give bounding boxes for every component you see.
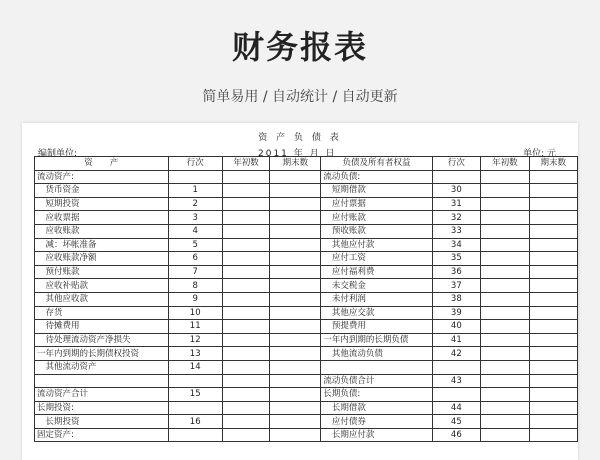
asset-name-cell: 存货 xyxy=(35,306,169,320)
liability-line-cell: 31 xyxy=(432,197,481,211)
asset-opening-cell xyxy=(222,320,269,334)
asset-opening-cell xyxy=(222,197,269,211)
liability-name-cell: 未付利润 xyxy=(321,292,432,306)
asset-closing-cell xyxy=(270,224,321,238)
liability-opening-cell xyxy=(481,184,529,198)
liability-line-cell: 34 xyxy=(432,238,481,252)
asset-opening-cell xyxy=(222,415,269,429)
asset-opening-cell xyxy=(222,252,269,266)
asset-name-cell: 应收账款净额 xyxy=(35,252,169,266)
liability-line-cell: 44 xyxy=(432,401,481,415)
table-row xyxy=(35,197,578,211)
asset-line-cell: 6 xyxy=(168,252,222,266)
liability-closing-cell xyxy=(529,415,577,429)
liability-opening-cell xyxy=(481,388,529,402)
liability-opening-cell xyxy=(481,320,529,334)
liability-opening-cell xyxy=(481,252,529,266)
asset-opening-cell xyxy=(222,292,269,306)
liability-name-cell: 未交税金 xyxy=(321,279,432,293)
table-row xyxy=(35,265,578,279)
col-header-closing-2: 期末数 xyxy=(529,157,577,171)
asset-closing-cell xyxy=(270,292,321,306)
liability-opening-cell xyxy=(481,333,529,347)
liability-opening-cell xyxy=(481,279,529,293)
liability-closing-cell xyxy=(529,197,577,211)
liability-closing-cell xyxy=(529,170,577,184)
liability-line-cell: 36 xyxy=(432,265,481,279)
asset-closing-cell xyxy=(270,347,321,361)
liability-name-cell: 预提费用 xyxy=(321,320,432,334)
liability-closing-cell xyxy=(529,306,577,320)
liability-opening-cell xyxy=(481,292,529,306)
asset-line-cell xyxy=(168,170,222,184)
table-row xyxy=(35,170,578,184)
asset-closing-cell xyxy=(270,333,321,347)
asset-name-cell: 一年内到期的长期债权投资 xyxy=(35,347,169,361)
unit-label: 单位: 元 xyxy=(523,149,556,159)
asset-line-cell: 10 xyxy=(168,306,222,320)
asset-line-cell: 5 xyxy=(168,238,222,252)
liability-name-cell: 其他应付款 xyxy=(321,238,432,252)
liability-name-cell: 长期借款 xyxy=(321,401,432,415)
table-header-row xyxy=(35,157,578,171)
table-row xyxy=(35,211,578,225)
liability-closing-cell xyxy=(529,252,577,266)
liability-line-cell: 42 xyxy=(432,347,481,361)
asset-name-cell: 长期投资: xyxy=(35,401,169,415)
table-row xyxy=(35,374,578,388)
table-row xyxy=(35,347,578,361)
asset-line-cell xyxy=(168,374,222,388)
asset-name-cell: 应收补贴款 xyxy=(35,279,169,293)
asset-line-cell: 12 xyxy=(168,333,222,347)
col-header-closing: 期末数 xyxy=(270,157,321,171)
col-header-line-no: 行次 xyxy=(168,157,222,171)
asset-opening-cell xyxy=(222,306,269,320)
liability-name-cell: 其他流动负债 xyxy=(321,347,432,361)
liability-line-cell: 38 xyxy=(432,292,481,306)
asset-opening-cell xyxy=(222,333,269,347)
asset-name-cell: 长期投资 xyxy=(35,415,169,429)
liability-line-cell xyxy=(432,360,481,374)
liability-closing-cell xyxy=(529,374,577,388)
liability-closing-cell xyxy=(529,224,577,238)
asset-line-cell: 16 xyxy=(168,415,222,429)
asset-name-cell xyxy=(35,374,169,388)
liability-opening-cell xyxy=(481,306,529,320)
liability-opening-cell xyxy=(481,401,529,415)
liability-line-cell: 41 xyxy=(432,333,481,347)
page-title: 财务报表 xyxy=(231,28,368,66)
asset-closing-cell xyxy=(270,320,321,334)
liability-line-cell: 35 xyxy=(432,252,481,266)
liability-name-cell: 预收账款 xyxy=(321,224,432,238)
col-header-line-no-2: 行次 xyxy=(432,157,481,171)
asset-name-cell: 其他应收款 xyxy=(35,292,169,306)
liability-line-cell: 45 xyxy=(432,415,481,429)
asset-opening-cell xyxy=(222,184,269,198)
asset-name-cell: 应收票据 xyxy=(35,211,169,225)
liability-name-cell: 应付账款 xyxy=(321,211,432,225)
col-header-liabilities: 负债及所有者权益 xyxy=(321,157,432,171)
sheet-title: 资 产 负 债 表 xyxy=(258,133,342,143)
asset-opening-cell xyxy=(222,401,269,415)
asset-opening-cell xyxy=(222,428,269,442)
asset-opening-cell xyxy=(222,279,269,293)
liability-line-cell xyxy=(432,388,481,402)
table-row xyxy=(35,415,578,429)
table-row xyxy=(35,428,578,442)
asset-name-cell: 其他流动资产 xyxy=(35,360,169,374)
liability-line-cell: 40 xyxy=(432,320,481,334)
liability-name-cell: 一年内到期的长期负债 xyxy=(321,333,432,347)
asset-name-cell: 减：坏帐准备 xyxy=(35,238,169,252)
asset-opening-cell xyxy=(222,388,269,402)
liability-name-cell: 流动负债: xyxy=(321,170,432,184)
liability-line-cell: 30 xyxy=(432,184,481,198)
liability-closing-cell xyxy=(529,320,577,334)
asset-closing-cell xyxy=(270,238,321,252)
liability-line-cell: 33 xyxy=(432,224,481,238)
asset-line-cell: 1 xyxy=(168,184,222,198)
liability-name-cell: 应付福利费 xyxy=(321,265,432,279)
date-label: 2011 年 月 日 xyxy=(258,149,337,159)
page-subtitle: 简单易用 / 自动统计 / 自动更新 xyxy=(202,89,398,105)
asset-line-cell: 9 xyxy=(168,292,222,306)
asset-line-cell: 13 xyxy=(168,347,222,361)
liability-opening-cell xyxy=(481,415,529,429)
liability-opening-cell xyxy=(481,211,529,225)
liability-line-cell: 32 xyxy=(432,211,481,225)
asset-opening-cell xyxy=(222,374,269,388)
asset-line-cell xyxy=(168,428,222,442)
liability-name-cell: 长期负债: xyxy=(321,388,432,402)
liability-name-cell xyxy=(321,360,432,374)
liability-line-cell: 46 xyxy=(432,428,481,442)
asset-name-cell: 货币资金 xyxy=(35,184,169,198)
liability-name-cell: 短期借款 xyxy=(321,184,432,198)
asset-name-cell: 待处理流动资产净损失 xyxy=(35,333,169,347)
liability-closing-cell xyxy=(529,428,577,442)
asset-line-cell: 11 xyxy=(168,320,222,334)
liability-opening-cell xyxy=(481,265,529,279)
balance-sheet xyxy=(22,123,578,460)
asset-closing-cell xyxy=(270,265,321,279)
asset-closing-cell xyxy=(270,374,321,388)
table-row xyxy=(35,292,578,306)
liability-line-cell: 37 xyxy=(432,279,481,293)
col-header-opening: 年初数 xyxy=(222,157,269,171)
table-row xyxy=(35,252,578,266)
liability-opening-cell xyxy=(481,224,529,238)
liability-opening-cell xyxy=(481,360,529,374)
liability-closing-cell xyxy=(529,360,577,374)
balance-sheet-table xyxy=(34,156,578,442)
asset-opening-cell xyxy=(222,224,269,238)
liability-name-cell: 长期应付款 xyxy=(321,428,432,442)
asset-name-cell: 待摊费用 xyxy=(35,320,169,334)
asset-closing-cell xyxy=(270,306,321,320)
col-header-opening-2: 年初数 xyxy=(481,157,529,171)
table-row xyxy=(35,333,578,347)
liability-name-cell: 应付债券 xyxy=(321,415,432,429)
asset-line-cell: 7 xyxy=(168,265,222,279)
asset-name-cell: 流动资产: xyxy=(35,170,169,184)
asset-closing-cell xyxy=(270,360,321,374)
asset-opening-cell xyxy=(222,265,269,279)
liability-closing-cell xyxy=(529,401,577,415)
asset-closing-cell xyxy=(270,428,321,442)
table-row xyxy=(35,320,578,334)
asset-line-cell: 14 xyxy=(168,360,222,374)
asset-line-cell: 2 xyxy=(168,197,222,211)
liability-opening-cell xyxy=(481,238,529,252)
table-row xyxy=(35,401,578,415)
table-row xyxy=(35,238,578,252)
asset-opening-cell xyxy=(222,347,269,361)
liability-opening-cell xyxy=(481,374,529,388)
asset-opening-cell xyxy=(222,170,269,184)
liability-name-cell: 流动负债合计 xyxy=(321,374,432,388)
liability-closing-cell xyxy=(529,238,577,252)
asset-name-cell: 固定资产: xyxy=(35,428,169,442)
table-row xyxy=(35,360,578,374)
liability-closing-cell xyxy=(529,292,577,306)
liability-opening-cell xyxy=(481,170,529,184)
asset-closing-cell xyxy=(270,170,321,184)
liability-opening-cell xyxy=(481,197,529,211)
asset-line-cell: 3 xyxy=(168,211,222,225)
asset-opening-cell xyxy=(222,360,269,374)
liability-line-cell xyxy=(432,170,481,184)
liability-opening-cell xyxy=(481,428,529,442)
liability-closing-cell xyxy=(529,388,577,402)
table-row xyxy=(35,306,578,320)
asset-line-cell: 8 xyxy=(168,279,222,293)
liability-opening-cell xyxy=(481,347,529,361)
asset-closing-cell xyxy=(270,401,321,415)
liability-closing-cell xyxy=(529,347,577,361)
table-row xyxy=(35,388,578,402)
liability-line-cell: 39 xyxy=(432,306,481,320)
liability-closing-cell xyxy=(529,211,577,225)
asset-closing-cell xyxy=(270,197,321,211)
liability-name-cell: 应付工资 xyxy=(321,252,432,266)
liability-line-cell: 43 xyxy=(432,374,481,388)
table-row xyxy=(35,279,578,293)
liability-name-cell: 应付票据 xyxy=(321,197,432,211)
asset-closing-cell xyxy=(270,184,321,198)
asset-opening-cell xyxy=(222,211,269,225)
liability-closing-cell xyxy=(529,184,577,198)
liability-closing-cell xyxy=(529,279,577,293)
asset-line-cell: 15 xyxy=(168,388,222,402)
asset-name-cell: 应收账款 xyxy=(35,224,169,238)
asset-name-cell: 流动资产合计 xyxy=(35,388,169,402)
org-label: 编制单位: xyxy=(38,149,78,159)
asset-name-cell: 短期投资 xyxy=(35,197,169,211)
liability-closing-cell xyxy=(529,333,577,347)
liability-closing-cell xyxy=(529,265,577,279)
asset-opening-cell xyxy=(222,238,269,252)
asset-closing-cell xyxy=(270,279,321,293)
asset-closing-cell xyxy=(270,211,321,225)
table-row xyxy=(35,224,578,238)
asset-line-cell: 4 xyxy=(168,224,222,238)
table-row xyxy=(35,184,578,198)
liability-name-cell: 其他应交款 xyxy=(321,306,432,320)
asset-name-cell: 预付账款 xyxy=(35,265,169,279)
asset-closing-cell xyxy=(270,252,321,266)
asset-line-cell xyxy=(168,401,222,415)
col-header-assets: 资 产 xyxy=(35,157,169,171)
asset-closing-cell xyxy=(270,415,321,429)
asset-closing-cell xyxy=(270,388,321,402)
